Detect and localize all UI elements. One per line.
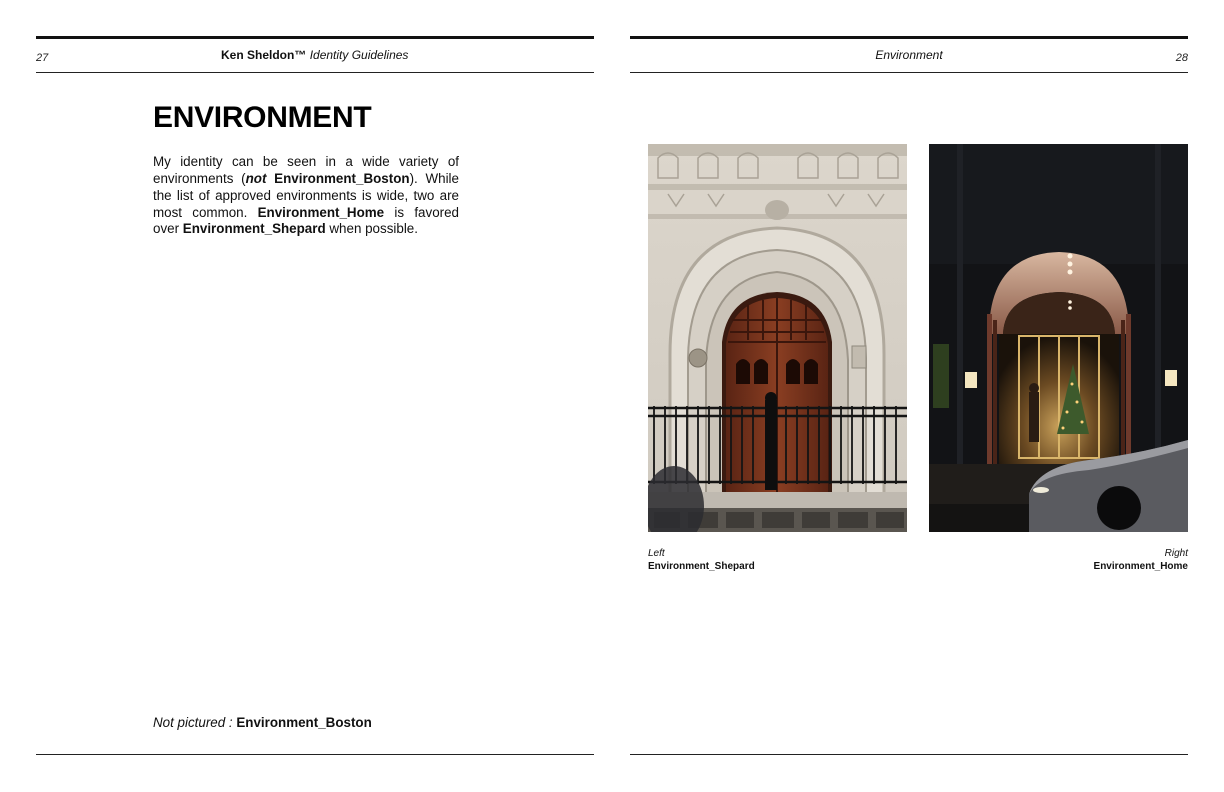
not-pictured-label: Not pictured : <box>153 715 237 730</box>
left-page <box>36 0 594 792</box>
intro-text: My identity can be seen in a wide variety of environments ( <box>153 154 459 187</box>
caption-position: Right <box>1164 548 1188 559</box>
right-page <box>630 0 1188 792</box>
intro-boston: Environment_Boston <box>274 171 410 187</box>
intro-shepard: Environment_Shepard <box>182 221 326 237</box>
top-rule-thick <box>630 36 1188 39</box>
intro-text: when possible. <box>325 221 418 237</box>
intro-home: Environment_Home <box>257 204 385 220</box>
caption-position: Left <box>648 548 665 559</box>
caption-right <box>1094 547 1188 573</box>
page-number: 27 <box>36 52 49 64</box>
running-header: Environment <box>875 48 943 62</box>
header-subtitle: Identity Guidelines <box>309 48 409 62</box>
caption-name: Environment_Shepard <box>648 561 755 572</box>
top-rule-thin <box>630 72 1188 73</box>
intro-emphasis: not <box>245 171 267 187</box>
photo-environment-home <box>929 144 1188 532</box>
intro-text <box>266 171 274 186</box>
not-pictured-note <box>153 715 372 730</box>
intro-text: is favored over <box>153 204 459 237</box>
header-brand: Ken Sheldon™ <box>221 48 307 62</box>
caption-left <box>648 547 755 573</box>
not-pictured-value: Environment_Boston <box>236 715 372 730</box>
bottom-rule <box>630 754 1188 755</box>
photo-environment-shepard <box>648 144 907 532</box>
running-header <box>221 48 408 62</box>
caption-name: Environment_Home <box>1093 561 1188 572</box>
section-title: ENVIRONMENT <box>153 101 372 134</box>
top-rule-thick <box>36 36 594 39</box>
page-number: 28 <box>1175 52 1188 64</box>
bottom-rule <box>36 754 594 755</box>
intro-paragraph <box>153 154 459 238</box>
intro-text: ). While the list of approved environments is wide, two are most common. <box>153 171 459 220</box>
top-rule-thin <box>36 72 594 73</box>
